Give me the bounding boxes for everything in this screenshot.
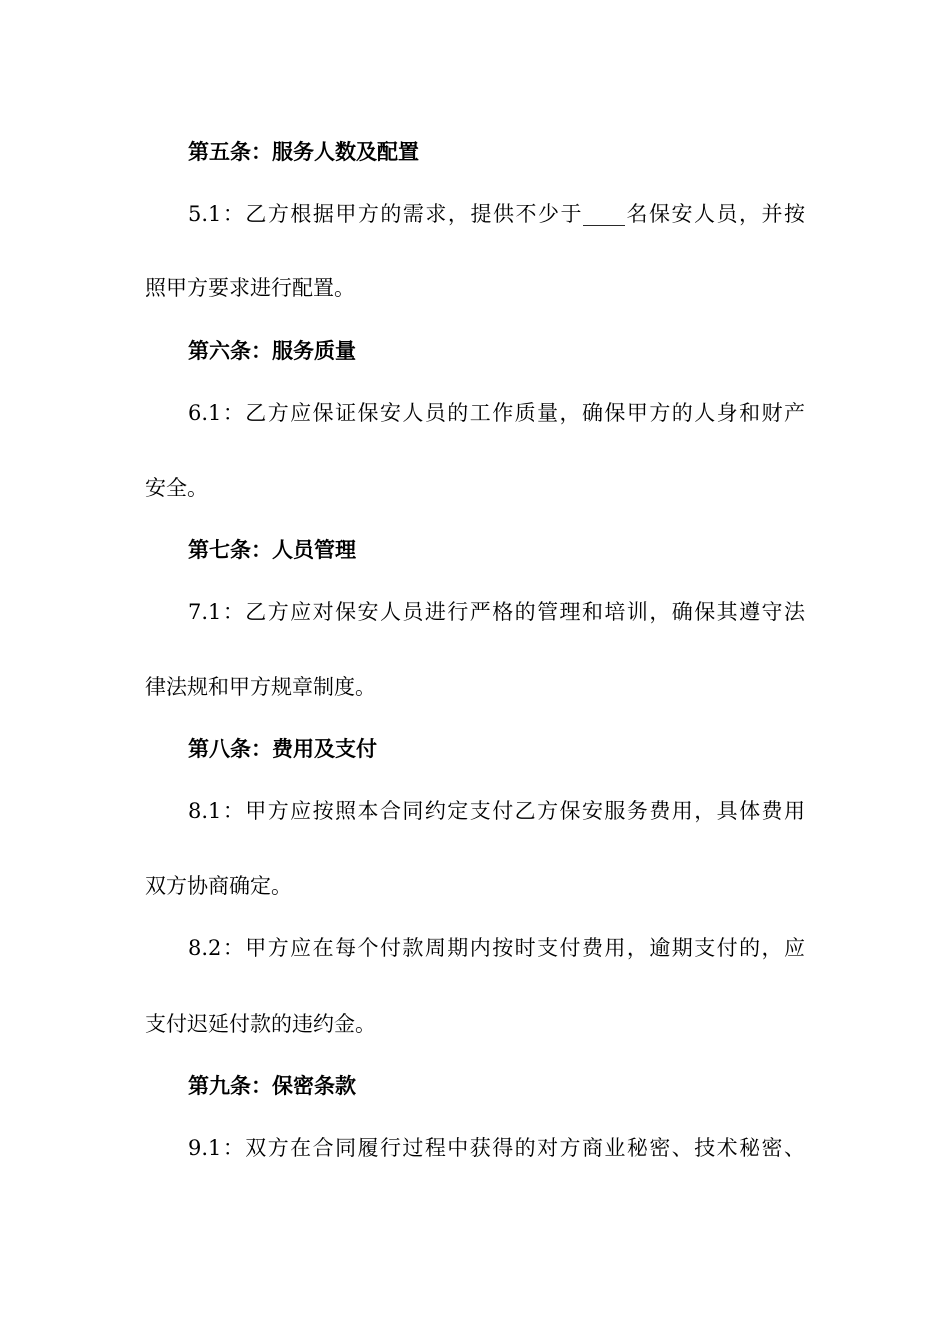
- article-9-1-line-1: 9.1：双方在合同履行过程中获得的对方商业秘密、技术秘密、: [188, 1136, 805, 1160]
- article-8-heading: 第八条：费用及支付: [188, 737, 377, 761]
- article-6-1-line-2: 安全。: [145, 476, 208, 500]
- article-5-1-line-2: 照甲方要求进行配置。: [145, 276, 355, 300]
- article-5-1-line-1: 5.1：乙方根据甲方的需求，提供不少于____名保安人员，并按: [188, 202, 805, 226]
- article-6-heading: 第六条：服务质量: [188, 339, 356, 363]
- article-7-1-line-1: 7.1：乙方应对保安人员进行严格的管理和培训，确保其遵守法: [188, 600, 805, 624]
- article-8-2-line-2: 支付迟延付款的违约金。: [145, 1012, 376, 1036]
- article-6-1-line-1: 6.1：乙方应保证保安人员的工作质量，确保甲方的人身和财产: [188, 401, 805, 425]
- article-8-1-line-2: 双方协商确定。: [145, 874, 292, 898]
- article-5-heading: 第五条：服务人数及配置: [188, 140, 419, 164]
- article-8-1-line-1: 8.1：甲方应按照本合同约定支付乙方保安服务费用，具体费用: [188, 799, 805, 823]
- article-7-1-line-2: 律法规和甲方规章制度。: [145, 675, 376, 699]
- article-9-heading: 第九条：保密条款: [188, 1074, 356, 1098]
- article-7-heading: 第七条：人员管理: [188, 538, 356, 562]
- article-8-2-line-1: 8.2：甲方应在每个付款周期内按时支付费用，逾期支付的，应: [188, 936, 805, 960]
